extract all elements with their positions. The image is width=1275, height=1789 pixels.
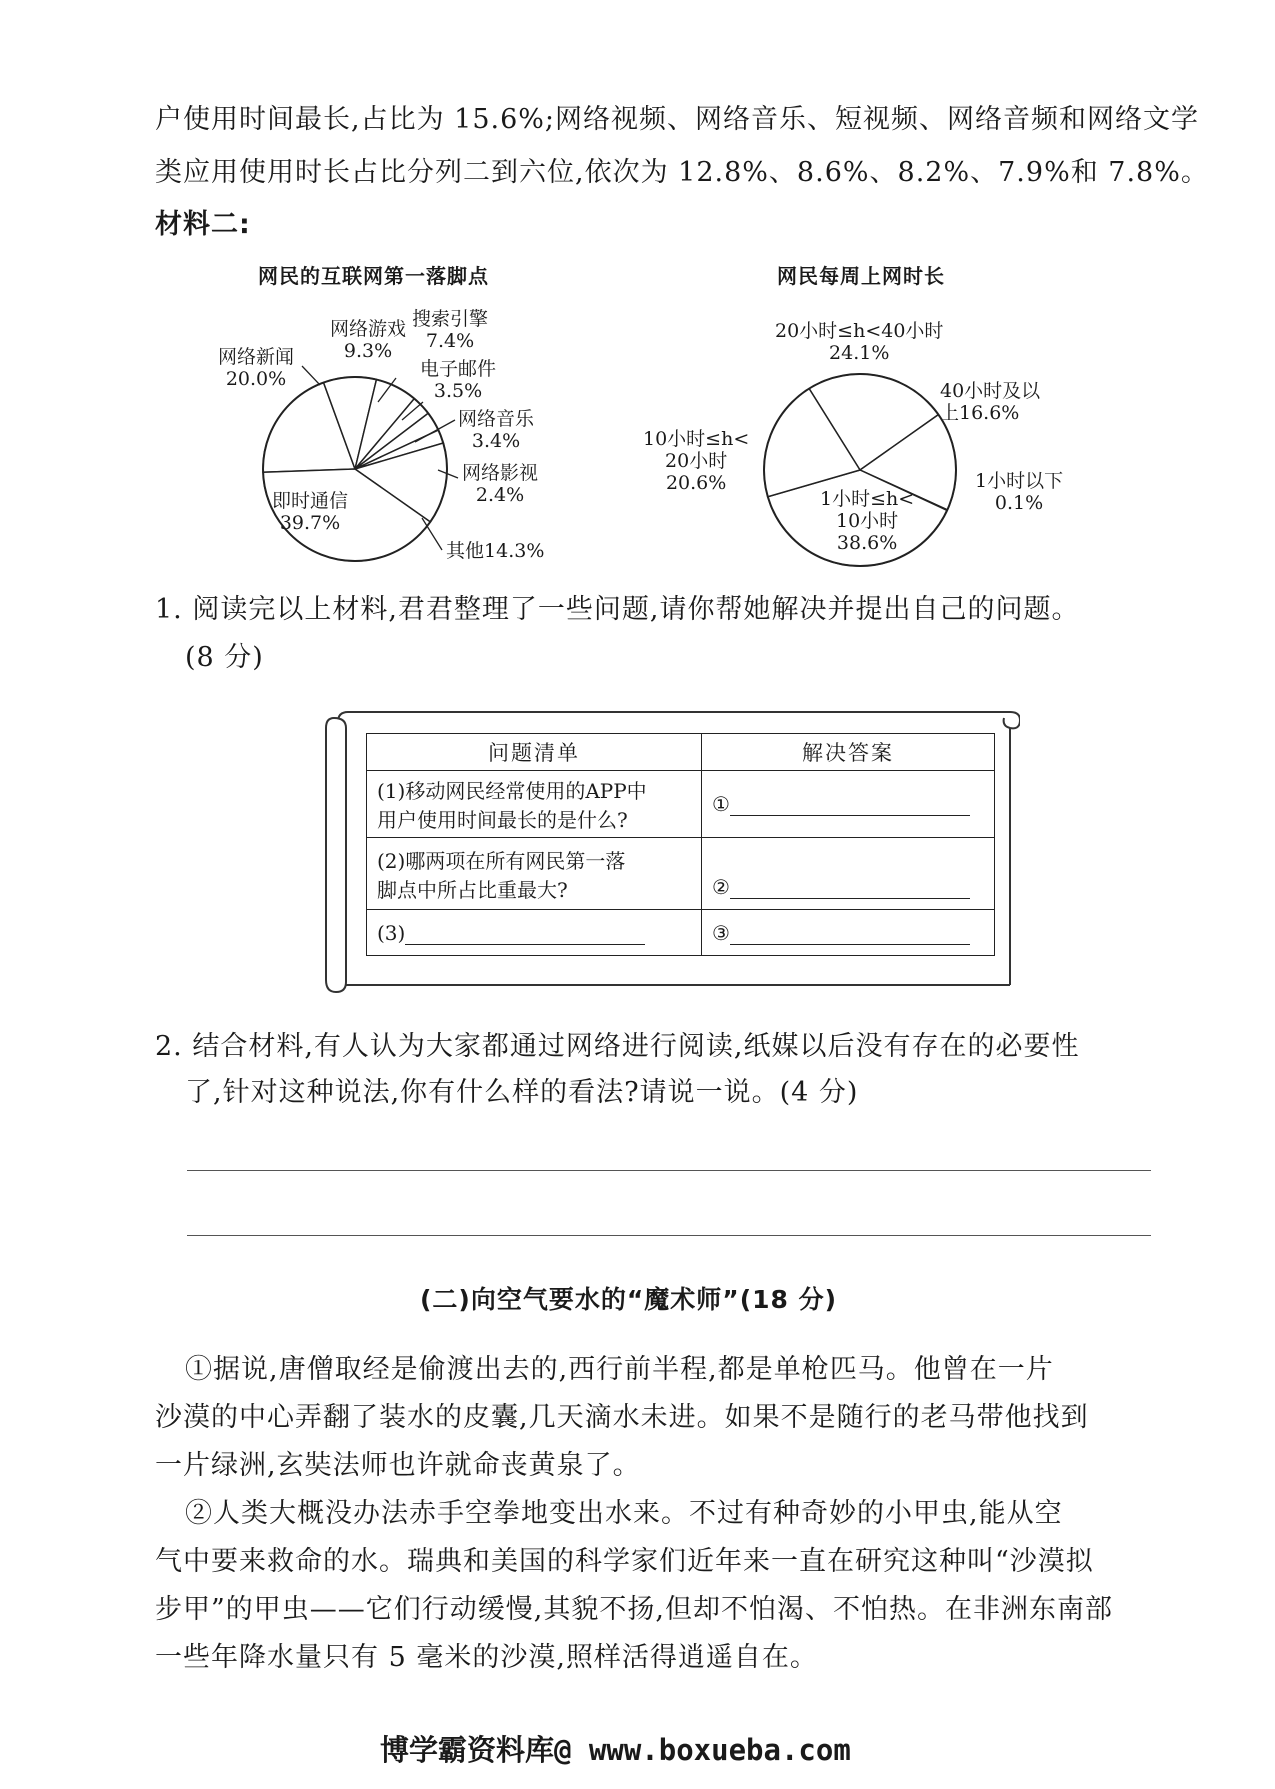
table-row3-question[interactable]: (3) bbox=[367, 910, 702, 956]
pie2-label-under1: 1小时以下 0.1% bbox=[975, 470, 1064, 514]
answer-line-2[interactable] bbox=[187, 1235, 1151, 1236]
pie1-label-video: 网络影视 2.4% bbox=[462, 462, 539, 506]
table-row bbox=[367, 838, 995, 910]
table-header-answers: 解决答案 bbox=[702, 734, 995, 771]
watermark: 博学霸资料库@ www.boxueba.com bbox=[380, 1733, 851, 1767]
table-row bbox=[367, 771, 995, 838]
section2-p2-line2: 气中要来救命的水。瑞典和美国的科学家们近年来一直在研究这种叫“沙漠拟 bbox=[155, 1546, 1094, 1577]
table-row bbox=[367, 910, 995, 956]
question-3-line[interactable] bbox=[405, 944, 645, 945]
section2-p1-line3: 一片绿洲,玄奘法师也许就命丧黄泉了。 bbox=[155, 1450, 641, 1481]
section2-p2-line3: 步甲”的甲虫——它们行动缓慢,其貌不扬,但却不怕渴、不怕热。在非洲东南部 bbox=[155, 1594, 1113, 1625]
pie1-label-email: 电子邮件 3.5% bbox=[420, 358, 497, 402]
pie2-title: 网民每周上网时长 bbox=[777, 264, 945, 288]
pie1-label-im: 即时通信 39.7% bbox=[272, 490, 349, 534]
pie1-title: 网民的互联网第一落脚点 bbox=[258, 264, 489, 288]
table-header-questions: 问题清单 bbox=[367, 734, 702, 771]
pie2-label-20-40: 20小时≤h<40小时 24.1% bbox=[775, 320, 944, 364]
section2-title: (二)向空气要水的“魔术师”(18 分) bbox=[420, 1285, 838, 1314]
answer-1-line[interactable] bbox=[730, 815, 970, 816]
material1-line2: 类应用使用时长占比分列二到六位,依次为 12.8%、8.6%、8.2%、7.9%和 7.8%。 bbox=[155, 157, 1209, 188]
question-table-wrapper bbox=[366, 733, 995, 956]
section2-p2-line1: ②人类大概没办法赤手空拳地变出水来。不过有种奇妙的小甲虫,能从空 bbox=[185, 1498, 1063, 1529]
table-row1-answer[interactable]: ① bbox=[702, 771, 995, 838]
question1-prompt: 1. 阅读完以上材料,君君整理了一些问题,请你帮她解决并提出自己的问题。 bbox=[155, 594, 1080, 625]
pie1-label-music: 网络音乐 3.4% bbox=[458, 408, 535, 452]
answer-line-1[interactable] bbox=[187, 1170, 1151, 1171]
section2-p2-line4: 一些年降水量只有 5 毫米的沙漠,照样活得逍遥自在。 bbox=[155, 1642, 818, 1673]
table-row2-answer[interactable]: ② bbox=[702, 838, 995, 910]
pie2-label-10-20: 10小时≤h< 20小时 20.6% bbox=[643, 428, 750, 494]
answer-2-line[interactable] bbox=[730, 898, 970, 899]
pie2-label-1-10: 1小时≤h< 10小时 38.6% bbox=[820, 488, 915, 554]
pie2-label-40plus: 40小时及以 上16.6% bbox=[940, 380, 1041, 424]
question2-prompt-line1: 2. 结合材料,有人认为大家都通过网络进行阅读,纸媒以后没有存在的必要性 bbox=[155, 1031, 1080, 1062]
pie1-leader-news bbox=[302, 366, 320, 385]
section2-p1-line2: 沙漠的中心弄翻了装水的皮囊,几天滴水未进。如果不是随行的老马带他找到 bbox=[155, 1402, 1089, 1433]
answer-3-line[interactable] bbox=[730, 944, 970, 945]
pie1-leader-other bbox=[422, 518, 442, 550]
pie1-label-news: 网络新闻 20.0% bbox=[218, 346, 295, 390]
question-table bbox=[366, 733, 995, 956]
question1-score: (8 分) bbox=[185, 642, 264, 673]
table-row3-answer[interactable]: ③ bbox=[702, 910, 995, 956]
table-row2-question: (2)哪两项在所有网民第一落 脚点中所占比重最大? bbox=[367, 838, 702, 910]
material1-line1: 户使用时间最长,占比为 15.6%;网络视频、网络音乐、短视频、网络音频和网络文学 bbox=[155, 104, 1200, 135]
table-row1-question: (1)移动网民经常使用的APP中 用户使用时间最长的是什么? bbox=[367, 771, 702, 838]
section2-p1-line1: ①据说,唐僧取经是偷渡出去的,西行前半程,都是单枪匹马。他曾在一片 bbox=[185, 1354, 1054, 1385]
question2-prompt-line2: 了,针对这种说法,你有什么样的看法?请说一说。(4 分) bbox=[185, 1077, 859, 1108]
material2-heading: 材料二: bbox=[155, 209, 251, 240]
pie1-label-search: 搜索引擎 7.4% bbox=[412, 308, 489, 352]
pie1-label-other: 其他14.3% bbox=[446, 540, 545, 562]
pie1-label-game: 网络游戏 9.3% bbox=[330, 318, 407, 362]
